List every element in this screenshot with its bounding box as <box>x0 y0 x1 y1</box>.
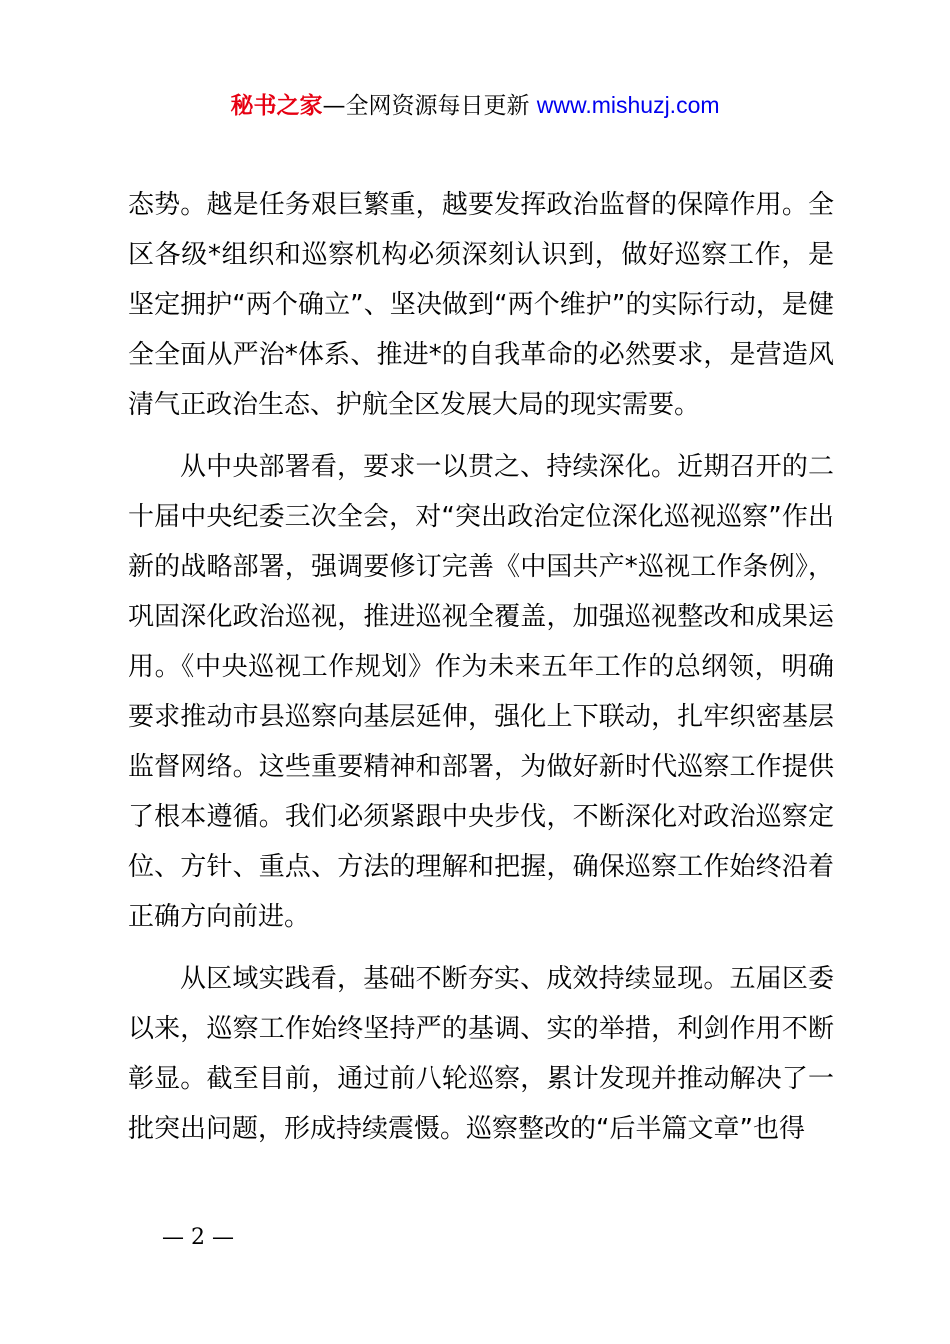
page-number: — 2 — <box>162 1225 234 1250</box>
paragraph-2: 从中央部署看，要求一以贯之、持续深化。近期召开的二十届中央纪委三次全会，对“突出政治定位深化巡视巡察”作出新的战略部署，强调要修订完善《中国共产*巡视工作条例》，巩固深化政治巡视，推进巡视全覆盖，加强巡视整改和成果运用。《中央巡视工作规划》作为未来五年工作的总纲领，明确要求推动市县巡察向基层延伸，强化上下联动，扎牢织密基层监督网络。这些重要精神和部署，为做好新时代巡察工作提供了根本遵循。我们必须紧跟中央步伐，不断深化对政治巡察定位、方针、重点、方法的理解和把握，确保巡察工作始终沿着正确方向前进。 <box>128 452 834 932</box>
header-url-link[interactable]: www.mishuzj.com <box>536 92 720 118</box>
paragraph-1: 态势。越是任务艰巨繁重，越要发挥政治监督的保障作用。全区各级*组织和巡察机构必须深刻认识到，做好巡察工作，是坚定拥护“两个确立”、坚决做到“两个维护”的实际行动，是健全全面从严治*体系、推进*的自我革命的必然要求，是营造风清气正政治生态、护航全区发展大局的现实需要。 <box>128 190 834 420</box>
paragraph-3: 从区域实践看，基础不断夯实、成效持续显现。五届区委以来，巡察工作始终坚持严的基调、实的举措，利剑作用不断彰显。截至目前，通过前八轮巡察，累计发现并推动解决了一批突出问题，形成持续震慑。巡察整改的“后半篇文章”也得 <box>128 964 834 1144</box>
header-tagline: —全网资源每日更新 <box>322 93 530 119</box>
page-header <box>0 88 950 123</box>
document-body <box>128 180 834 1154</box>
header-brand: 秘书之家 <box>230 93 323 119</box>
